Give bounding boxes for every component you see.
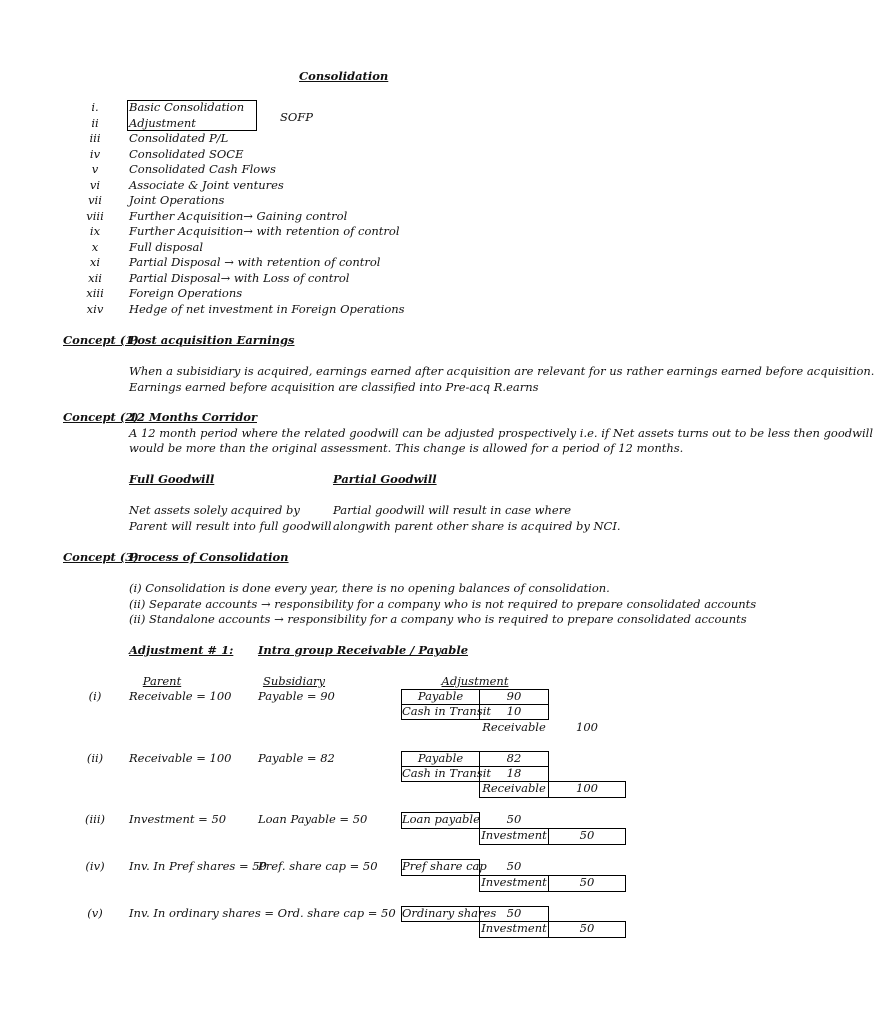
debit-account-cell: Loan payable	[401, 812, 480, 829]
debit-amount-cell: 50	[479, 906, 549, 922]
topic-number: xiii	[86, 286, 104, 300]
topic-number: xi	[89, 255, 101, 269]
topic-number: x	[91, 240, 99, 254]
full-goodwill-text-line2: Parent will result into full goodwill	[129, 519, 332, 533]
partial-goodwill-heading: Partial Goodwill	[333, 472, 437, 486]
topic-label: Partial Disposal→ with Loss of control	[129, 271, 350, 285]
concept3-text-line1: (i) Consolidation is done every year, there is no opening balances of consolidation.	[129, 581, 610, 595]
adjustment1-label: Adjustment # 1:	[129, 643, 234, 657]
concept2-label: Concept (2)	[63, 410, 139, 424]
credit-account-cell: Investment	[479, 828, 549, 845]
concept1-text-line1: When a subisidiary is acquired, earnings earned after acquisition are relevant for us rather earnings earned before acquisition.	[129, 364, 874, 378]
debit-amount-cell: 18	[479, 766, 549, 782]
topic-label: Consolidated Cash Flows	[129, 162, 276, 176]
concept3-heading: Process of Consolidation	[129, 550, 289, 564]
credit-account-cell: Investment	[479, 875, 549, 892]
debit-amount: 50	[506, 859, 522, 873]
page-title: Consolidation	[299, 69, 389, 83]
full-goodwill-heading: Full Goodwill	[129, 472, 215, 486]
row-number: (i)	[88, 689, 102, 703]
parent-balance: Inv. In Pref shares = 50	[129, 859, 267, 873]
col-parent-header: Parent	[142, 674, 182, 688]
row-number: (iv)	[85, 859, 105, 873]
concept3-label: Concept (3)	[63, 550, 139, 564]
debit-amount: 50	[506, 812, 522, 826]
credit-amount-cell: 50	[548, 921, 626, 938]
concept2-text-line1: A 12 month period where the related goodwill can be adjusted prospectively i.e. if Net assets turns out to be less then goodwill	[129, 426, 874, 440]
concept3-text-line2: (ii) Separate accounts → responsibility for a company who is not required to prepare consolidated accounts	[129, 597, 757, 611]
debit-amount-cell: 90	[479, 689, 549, 705]
topic-label: Joint Operations	[129, 193, 225, 207]
parent-balance: Receivable = 100	[129, 751, 232, 765]
topic-label: Further Acquisition→ Gaining control	[129, 209, 348, 223]
parent-balance: Investment = 50	[129, 812, 227, 826]
concept2-text-line2: would be more than the original assessment. This change is allowed for a period of 12 months.	[129, 441, 684, 455]
debit-account-cell: Cash in Transit	[402, 704, 491, 718]
debit-account-cell: Payable	[401, 751, 480, 767]
subsidiary-balance: Payable = 82	[258, 751, 335, 765]
topic-number: xiv	[86, 302, 104, 316]
row-number: (ii)	[86, 751, 104, 765]
row-number: (v)	[87, 906, 103, 920]
concept3-text-line3: (ii) Standalone accounts → responsibility for a company who is required to prepare consolidated accounts	[129, 612, 747, 626]
credit-amount-cell: 50	[548, 828, 626, 845]
credit-amount-cell: 50	[548, 875, 626, 892]
credit-account-cell: Investment	[479, 921, 549, 938]
subsidiary-balance: Loan Payable = 50	[258, 812, 368, 826]
topic-number: vii	[88, 193, 102, 207]
parent-balance: Inv. In ordinary shares = Ord. share cap = 50	[129, 906, 396, 920]
topic-number: i.	[91, 100, 99, 114]
col-subsidiary-header: Subsidiary	[262, 674, 326, 688]
topic-label: Adjustment	[129, 116, 196, 130]
topic-label: Hedge of net investment in Foreign Operations	[129, 302, 405, 316]
debit-account-cell: Cash in Transit	[402, 766, 491, 780]
credit-account: Receivable	[482, 720, 546, 734]
credit-amount: 100	[576, 720, 598, 734]
concept2-heading: 12 Months Corridor	[129, 410, 257, 424]
debit-account-cell: Pref share cap	[401, 859, 480, 876]
topic-number: iii	[89, 131, 101, 145]
topic-number: xii	[88, 271, 102, 285]
concept1-label: Concept (1)	[63, 333, 139, 347]
col-adjustment-header: Adjustment	[441, 674, 509, 688]
subsidiary-balance: Payable = 90	[258, 689, 335, 703]
topic-number: ii	[91, 116, 99, 130]
debit-amount-cell: 82	[479, 751, 549, 767]
topic-label: Consolidated SOCE	[129, 147, 244, 161]
topic-label: Basic Consolidation	[129, 100, 245, 114]
adjustment1-heading: Intra group Receivable / Payable	[258, 643, 469, 657]
row-number: (iii)	[84, 812, 105, 826]
topic-label: Full disposal	[129, 240, 204, 254]
topic-number: viii	[86, 209, 104, 223]
topic-label: Associate & Joint ventures	[129, 178, 284, 192]
concept1-heading: Post acquisition Earnings	[129, 333, 295, 347]
credit-amount-cell: 100	[548, 781, 626, 798]
topic-label: Partial Disposal → with retention of control	[129, 255, 381, 269]
topic-label: Further Acquisition→ with retention of control	[129, 224, 400, 238]
topic-number: ix	[89, 224, 101, 238]
topic-label: Consolidated P/L	[129, 131, 229, 145]
sofp-label: SOFP	[280, 110, 314, 124]
topic-number: vi	[89, 178, 101, 192]
concept1-text-line2: Earnings earned before acquisition are classified into Pre-acq R.earns	[129, 380, 539, 394]
credit-account-cell: Receivable	[479, 781, 549, 798]
topic-number: iv	[89, 147, 101, 161]
subsidiary-balance: Pref. share cap = 50	[258, 859, 378, 873]
debit-amount-cell: 10	[479, 704, 549, 720]
full-goodwill-text-line1: Net assets solely acquired by	[129, 503, 300, 517]
partial-goodwill-text-line1: Partial goodwill will result in case where	[333, 503, 572, 517]
topic-number: v	[91, 162, 99, 176]
debit-account-cell: Payable	[401, 689, 480, 705]
topic-label: Foreign Operations	[129, 286, 243, 300]
parent-balance: Receivable = 100	[129, 689, 232, 703]
partial-goodwill-text-line2: alongwith parent other share is acquired by NCI.	[333, 519, 621, 533]
debit-account-cell: Ordinary shares	[402, 906, 497, 920]
